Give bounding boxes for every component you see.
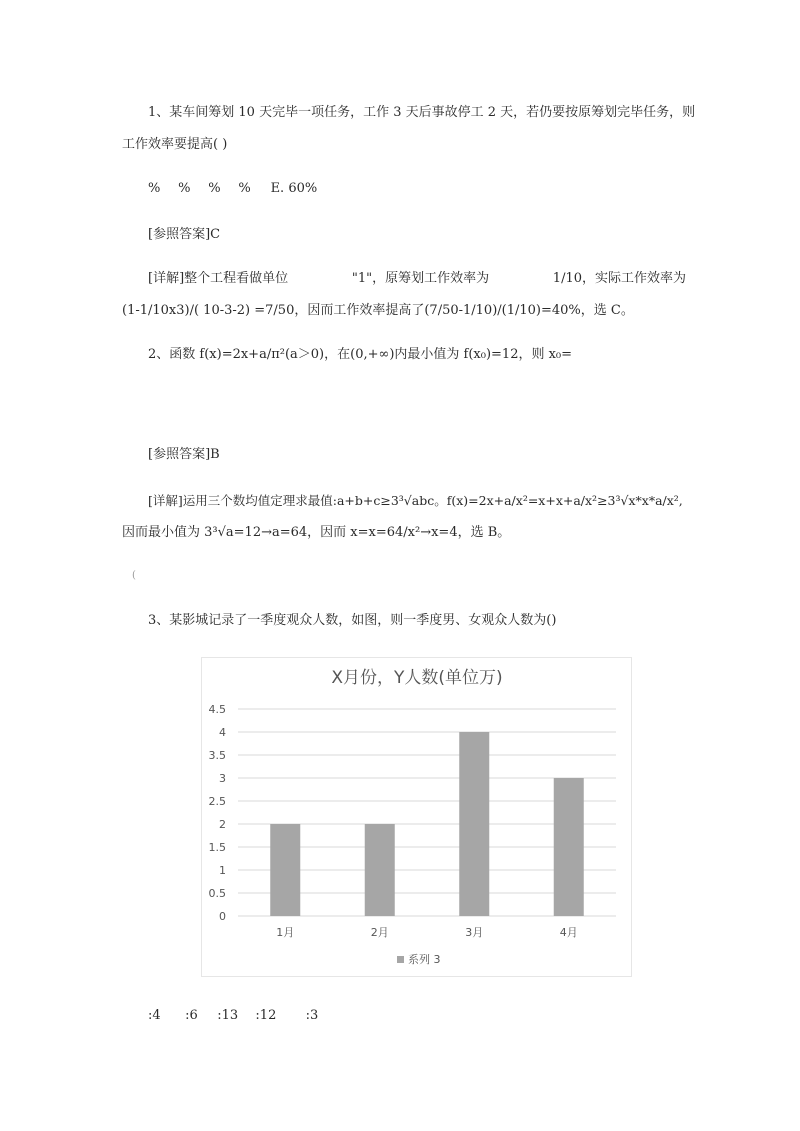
q1-option-c: % [208,181,221,196]
y-tick-label: 2.5 [208,795,226,808]
bar [554,778,584,916]
chart-title: X月份，Y人数(单位万) [331,668,503,688]
q1-stem-line2: 工作效率要提高( ) [122,137,228,152]
q2-explanation-line2: 因而最小值为 3³√a=12→a=64，因而 x=x=64/x²→x=4，选 B。 [122,525,511,540]
q1-explain-part3: 1/10，实际工作效率为 [552,271,686,286]
bar [365,824,395,916]
x-tick-label: 3月 [465,926,484,939]
x-tick-label: 4月 [559,926,578,939]
q1-option-b: % [178,181,191,196]
q2-answer: [参照答案]B [148,447,220,462]
q3-option-c: :13 [217,1008,239,1023]
q3-stem: 3、某影城记录了一季度观众人数，如图，则一季度男、女观众人数为() [148,613,557,628]
x-tick-label: 2月 [370,926,389,939]
q1-explanation-line1 [148,270,686,288]
q2-explanation-line1: [详解]运用三个数均值定理求最值:a+b+c≥3³√abc。f(x)=2x+a/x²=x+x+a/x²≥3³√x*x*a/x², [148,493,683,508]
stray-mark: ( [132,570,136,581]
q1-option-e: E. 60% [270,181,318,196]
q3-options [148,1007,318,1025]
y-tick-label: 0 [219,910,226,923]
q1-explain-part2: "1"，原筹划工作效率为 [351,271,490,286]
chart-canvas [202,658,631,976]
bar [270,824,300,916]
bar-chart [201,657,632,977]
y-tick-label: 2 [219,818,226,831]
q2-stem: 2、函数 f(x)=2x+a/π²(a＞0)，在(0,+∞)内最小值为 f(x₀)=12，则 x₀= [148,347,573,362]
q1-explanation-line2: (1-1/10x3)/( 10-3-2) =7/50，因而工作效率提高了(7/50-1/10)/(1/10)=40%，选 C。 [122,303,634,318]
y-tick-label: 3 [219,772,226,785]
q3-option-d: :12 [255,1008,277,1023]
q1-explain-part1: [详解]整个工程看做单位 [148,271,289,286]
q1-options [148,180,317,198]
y-tick-label: 4 [219,726,226,739]
q3-option-b: :6 [185,1008,198,1023]
q1-stem-line1: 1、某车间筹划 10 天完毕一项任务，工作 3 天后事故停工 2 天，若仍要按原筹划完毕任务，则 [148,105,696,120]
y-tick-label: 4.5 [208,703,226,716]
y-tick-label: 3.5 [208,749,226,762]
legend-swatch [397,956,404,963]
x-tick-label: 1月 [276,926,295,939]
legend-label: 系列 3 [408,953,441,966]
q1-option-d: % [238,181,251,196]
q3-option-e: :3 [305,1008,319,1023]
q3-option-a: :4 [148,1008,161,1023]
y-tick-label: 1.5 [208,841,226,854]
q1-answer: [参照答案]C [148,227,221,242]
q1-option-a: % [148,181,161,196]
bar [459,732,489,916]
y-tick-label: 1 [219,864,226,877]
y-tick-label: 0.5 [208,887,226,900]
